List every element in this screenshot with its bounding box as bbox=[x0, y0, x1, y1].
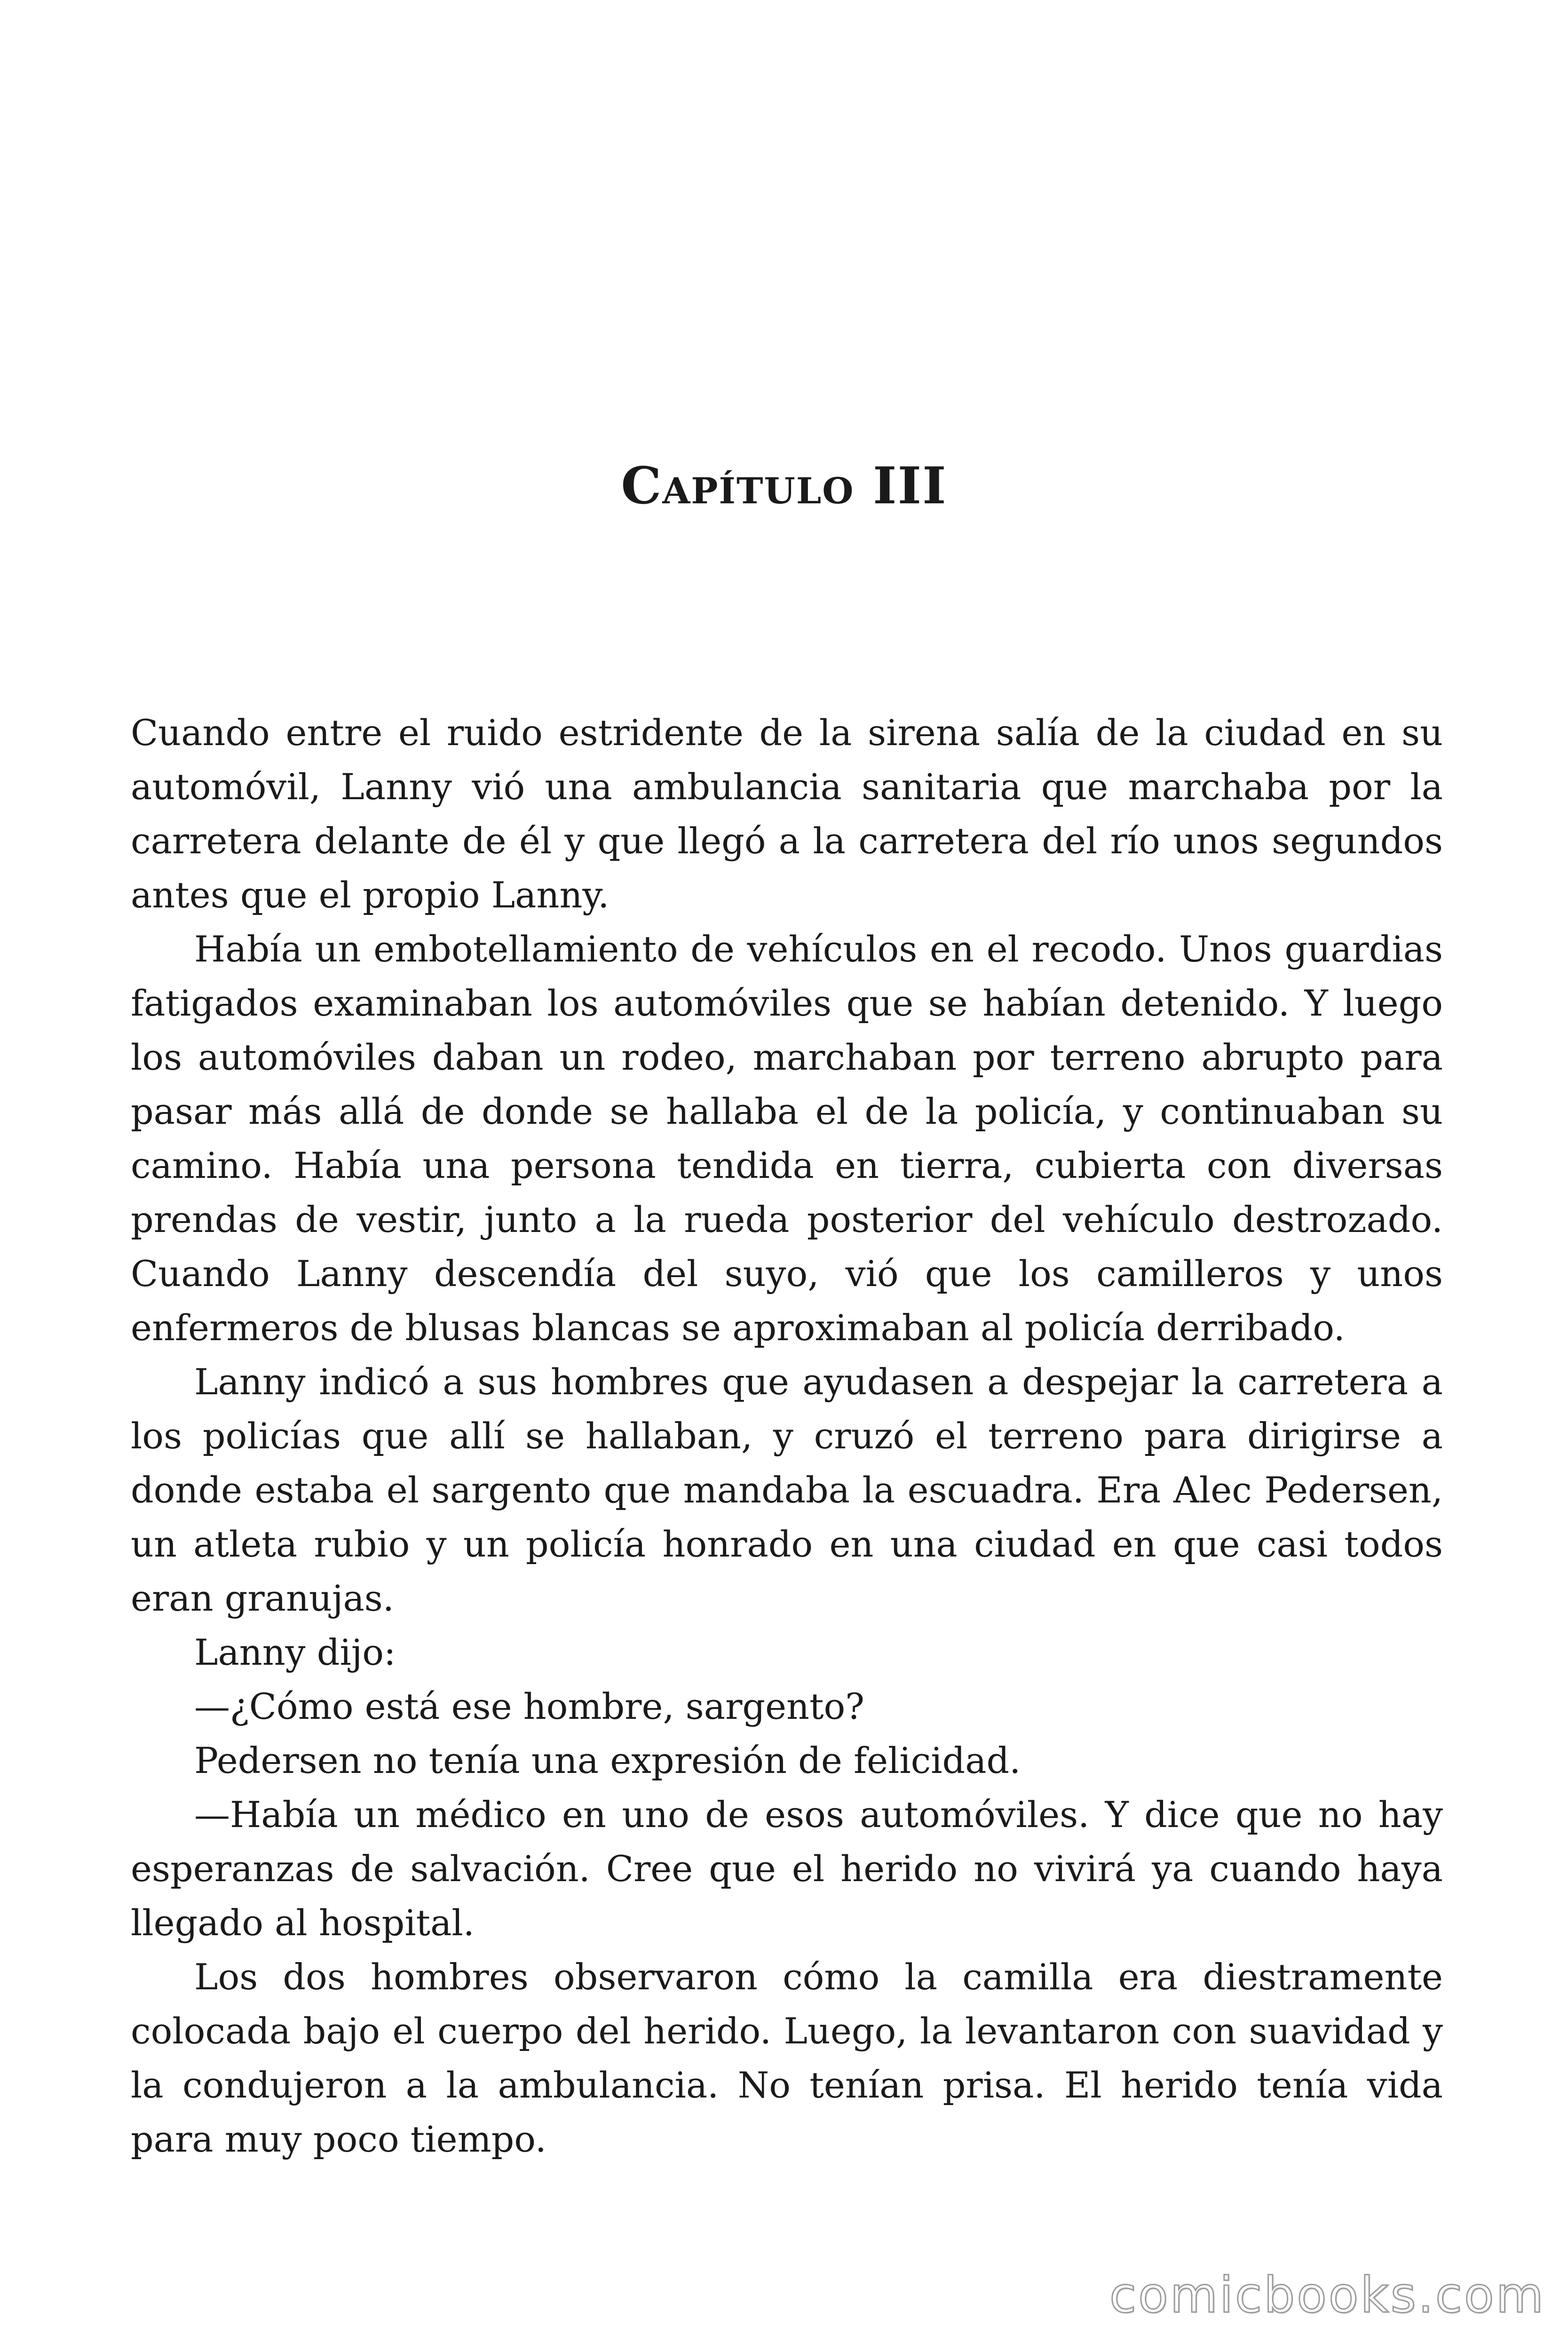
watermark: comicbooks.com bbox=[1109, 2266, 1545, 2324]
paragraph: Los dos hombres observaron cómo la camilla era diestramente colocada bajo el cuerpo del herido. Luego, la levantaron con suavidad y la condujeron a la ambulancia. No tenían prisa. El herido tenía vida para muy poco tiempo. bbox=[131, 1956, 1443, 2160]
chapter-title: Capítulo III bbox=[621, 456, 947, 516]
paragraph: —Había un médico en uno de esos automóviles. Y dice que no hay esperanzas de salvación. Cree que el herido no vivirá ya cuando haya llegado al hospital. bbox=[131, 1794, 1443, 1944]
paragraph: Pedersen no tenía una expresión de felicidad. bbox=[194, 1740, 1021, 1781]
paragraph: Cuando entre el ruido estridente de la sirena salía de la ciudad en su automóvil, Lanny vió una ambulancia sanitaria que marchaba por la carretera delante de él y que llegó a la carretera del río unos segundos antes que el propio Lanny. bbox=[131, 712, 1443, 916]
paragraph: Lanny dijo: bbox=[194, 1631, 396, 1673]
paragraph: —¿Cómo está ese hombre, sargento? bbox=[194, 1685, 865, 1727]
paragraph: Lanny indicó a sus hombres que ayudasen a despejar la carretera a los policías que allí se hallaban, y cruzó el terreno para dirigirse a donde estaba el sargento que mandaba la escuadra. Era Alec Pedersen, un atleta rubio y un policía honrado en una ciudad en que casi todos eran granujas. bbox=[131, 1361, 1443, 1619]
chapter-body bbox=[131, 706, 1443, 2166]
paragraph: Había un embotellamiento de vehículos en el recodo. Unos guardias fatigados examinaban los automóviles que se habían detenido. Y luego los automóviles daban un rodeo, marchaban por terreno abrupto para pasar más allá de donde se hallaba el de la policía, y continuaban su camino. Había una persona tendida en tierra, cubierta con diversas prendas de vestir, junto a la rueda posterior del vehículo destrozado. Cuando Lanny descendía del suyo, vió que los camilleros y unos enfermeros de blusas blancas se aproximaban al policía derribado. bbox=[131, 928, 1443, 1349]
